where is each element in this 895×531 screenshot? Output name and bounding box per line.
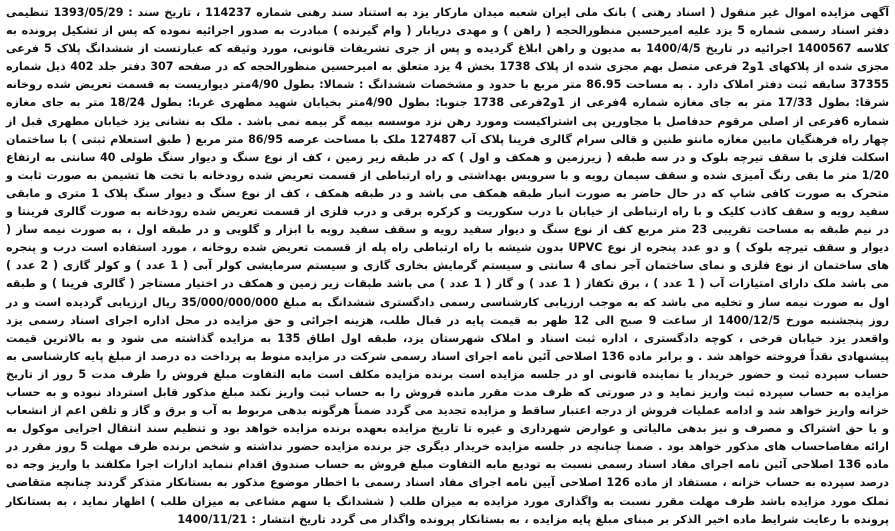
notice-text: آگهی مزایده اموال غیر منقول ( اسناد رهنی ) بانک ملی ایران شعبه میدان مارکار یزد به استناد سند رهنی شماره 114237 ، تاریخ سند : 1393/05/29 تنظیمی دفتر اسناد رسمی شماره 5 یزد علیه امیرحسین منظورالحجه ( راهن ) و مهدی دریابار ( وام گیرنده ) مبادرت به صدور اجرائیه نموده که پس از تشکیل پرونده به کلاسه 1400567 اجرائیه در تاریخ 1400/4/5 به مدیون و راهن ابلاغ گردیده و پس از جری تشریفات قانونی، مورد وثیقه که عبارتست از ششدانگ پلاک 5 فرعی مجزی شده از پلاکهای 1و2 فرعی متصل بهم مجزی شده از پلاک 1738 بخش 4 یزد متعلق به امیرحسین منظورالحجه که در صفحه 307 دفتر جلد 402 ذیل شماره 37355 سابقه ثبت دفتر املاک دارد . به مساحت 86.95 متر مربع با حدود و مشخصات ششدانگ : شمالا: بطول 4/90متر دیواریست به قسمت تعریض شده روخانه شرقا: بطول 17/33 متر به جای مغازه شماره 4فرعی از 1و2فرعی 1738 جنوبا: بطول 4/90متر بخیابان شهید مطهری غربا: بطول 18/24 متر به جای مغازه شماره 6فرعی از اصلی مرقوم حدفاصل با مجاورین پی اشتراکیست ومورد رهن نزد موسسه بیمه گر بیمه نمی باشد . ملک به نشانی یزد خیابان مطهری قبل از چهار راه فرهنگیان مابین مغازه مانتو طنین و قالی سرام گالری فرینا پلاک آب 127487 ملک با مساحت عرصه 86/95 متر مربع ( طبق استعلام ثبتی ) با ساختمان اسکلت فلزی با سقف تیرچه بلوک و در سه طبقه ( زیرزمین و همکف و اول ) که در طبقه زیر زمین ، کف از نوع سنگ و دیوار سنگ طولی 40 سانتی به ارتفاع 1/20 متر ما بقی رنگ آمیزی شده و سقف سیمان رویه و با سرویس بهداشتی و راه ارتباطی از قسمت تعریض شده رودخانه با تخت ها تشیمن به صورت ثابت و متحرک به صورت کافی شاپ که در حال حاضر به صورت انبار طبقه همکف می باشد و در طبقه همکف ، کف از نوع سنگ و دیوار سنگ پلاک 1 متری و مابقی سفید رویه و سقف کاذب کلیک و با راه ارتباطی از خیابان با درب سکوریت و کرکره برقی و درب فلزی از قسمت تعریض شده رودخانه به صورت گالری فرینتا و در نیم طبقه به مساحت تقریبی 23 متر مربع کف از نوع سنگ و دیوار سفید رویه و سقف سفید رویه با ابزار و گلویی و در طبقه اول ، به صورت نیمه ساز ( دیوار و سقف تیرچه بلوک ) و دو عدد پنجره از نوع UPVC بدون شیشه با راه ارتباطی راه پله از قسمت تعریض شده روخانه ، مورد استفاده است درب و پنجره های ساختمان از نوع فلزی و نمای ساختمان آجر نمای 4 سانتی و سیستم گرمایش بخاری گازی و سیستم سرمایشی کولر آبی ( 1 عدد ) و کولر گازی ( 2 عدد ) می باشد ملک دارای امتیازات آب ( 1 عدد ) ، برق تکفاز ( 1 عدد ) و گاز ( 1 عدد ) می باشد طبقات زیر زمین و همکف در اختیار مستاجر ( گالری فرینا ) و طبقه اول به صورت نیمه ساز و تخلیه می باشد که به موجب ارزیابی کارشناسی رسمی دادگستری ششدانگ به مبلغ 35/000/000/000 ریال ارزیابی گردیده است و در روز پنجشنبه مورخ 1400/12/5 از ساعت 9 صبح الی 12 ظهر به قیمت پایه در قبال طلب، هزینه اجرائی و حق مزایده در محل اداره اجرای اسناد رسمی یزد واقعدر یزد خیابان فرخی ، کوچه دادگستری ، اداره ثبت اسناد و املاک شهرستان یزد، طبقه اول اطاق 135 به مزایده گذاشته می شود و به بالاترین قیمت پیشنهادی نقداً فروخته خواهد شد . و برابر ماده 136 اصلاحی آئین نامه اجرای اسناد رسمی شرکت در مزایده منوط به پرداخت ده درصد از مبلغ پایه کارشناسی به حساب سپرده ثبت و حضور خریدار یا نماینده قانونی او در جلسه مزایده است برنده مزایده مکلف است مابه التفاوت مبلغ فروش را ظرف مدت 5 روز از تاریخ مزایده به حساب سپرده ثبت واریز نماید و در صورتی که ظرف مدت مقرر مانده فروش را به حساب ثبت واریز نکند مبلغ مذکور قابل استرداد نبوده و به حساب خزانه واریز خواهد شد و ادامه عملیات فروش از درجه اعتبار ساقط و مزایده تجدید می گردد ضمناً هرگونه بدهی مربوط به آب و برق و گاز و تلفن اعم از انشعاب و یا حق اشتراک و مصرف و نیز بدهی مالیاتی و عوارض شهرداری و غیره تا تاریخ مزایده بعهده برنده مزایده خواهد بود و تنظیم سند انتقال اجرایی موکول به ارائه مفاصاحساب های مذکور خواهد بود . ضمنا چنانچه در جلسه مزایده خریدار دیگری جز برنده مزایده حضور نداشته و شخص برنده ظرف مهلت 5 روز مقرر در ماده 136 اصلاحی آئین نامه اجرای مفاد اسناد رسمی نسبت به تودیع مابه التفاوت مبلغ فروش به حساب صندوق اقدام ننماید ادارات اجرا مکلفند با واریز وجه ده درصد سپرده به حساب خزانه ، مستفاد از ماده 126 اصلاحی آیین نامه اجرای مفاد اسناد رسمی با اخطار موضوع مذکور به بستانکار متذکر گردند چنانچه متقاضی تملک مورد مزایده باشد ظرف مهلت مقرر نسبت به واگذاری مورد مزایده به میزان طلب ( ششدانگ یا سهم مشاعی به میزان طلب ) اظهار نماید ، به بستانکار پرونده با رعایت شرایط ماده اخیر الذکر بر مبنای مبلغ پایه مزایده ، به بستانکار پرونده واگذار می گردد تاریخ انتشار : 1400/11/21 xyxy=(6,6,890,526)
